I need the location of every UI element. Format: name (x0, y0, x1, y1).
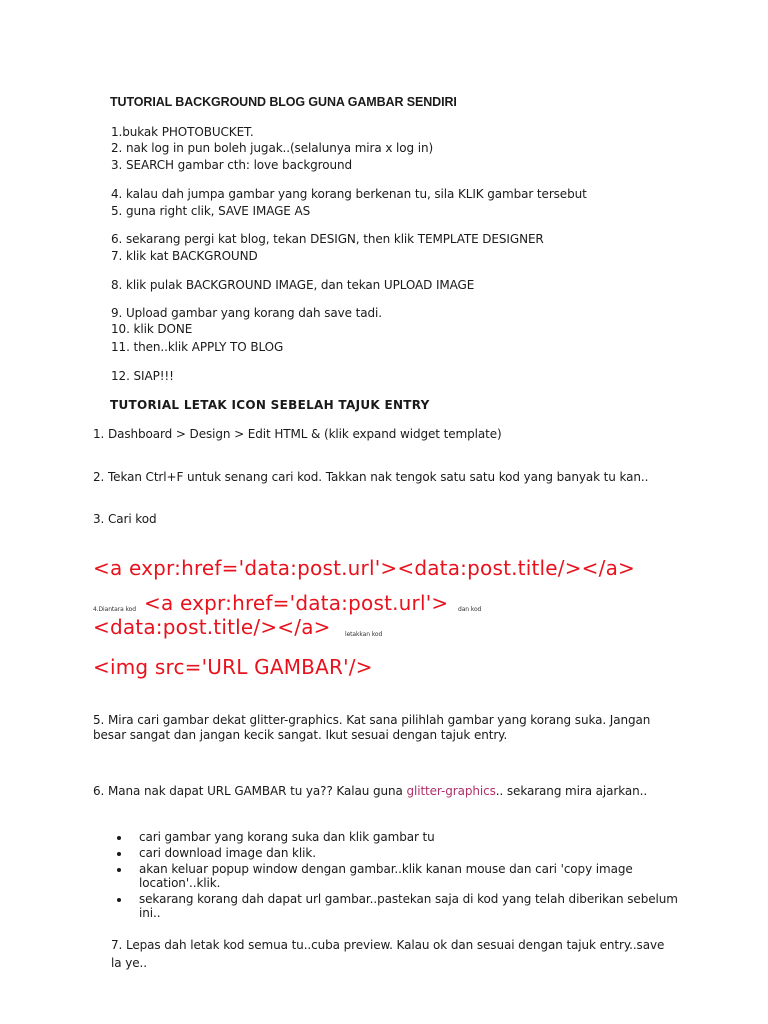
step4-mid: dan kod (458, 606, 482, 613)
section2-step3: 3. Cari kod (93, 512, 157, 526)
section2-title: TUTORIAL LETAK ICON SEBELAH TAJUK ENTRY (110, 398, 430, 412)
section1-step: 10. klik DONE (111, 322, 193, 336)
section1-step: 2. nak log in pun boleh jugak..(selalunya mira x log in) (111, 141, 434, 155)
code-snippet-anchor: <a expr:href='data:post.url'><data:post.title/></a> (93, 556, 635, 580)
section1-step: 8. klik pulak BACKGROUND IMAGE, dan tekan UPLOAD IMAGE (111, 278, 475, 292)
section1-step: 7. klik kat BACKGROUND (111, 249, 258, 263)
bullet-item: cari gambar yang korang suka dan klik gambar tu (139, 830, 435, 844)
code-snippet-open: <a expr:href='data:post.url'> (144, 591, 449, 615)
section1-step: 11. then..klik APPLY TO BLOG (111, 340, 284, 354)
bullet-item-continued: ini.. (139, 906, 161, 920)
section1-step: 5. guna right clik, SAVE IMAGE AS (111, 204, 311, 218)
section1-step: 12. SIAP!!! (111, 369, 174, 383)
bullet-icon (117, 852, 121, 856)
glitter-graphics-link[interactable]: glitter-graphics (406, 784, 496, 798)
bullet-item: akan keluar popup window dengan gambar..klik kanan mouse dan cari 'copy image (139, 862, 633, 876)
step6-text-before: 6. Mana nak dapat URL GAMBAR tu ya?? Kalau guna (93, 784, 407, 798)
section2-step5-line2: besar sangat dan jangan kecik sangat. Ikut sesuai dengan tajuk entry. (93, 728, 508, 742)
code-snippet-img: <img src='URL GAMBAR'/> (93, 655, 373, 679)
bullet-icon (117, 836, 121, 840)
section2-step1: 1. Dashboard > Design > Edit HTML & (klik expand widget template) (93, 427, 502, 441)
section1-step: 9. Upload gambar yang korang dah save tadi. (111, 306, 383, 320)
step4-suffix: letakkan kod (345, 631, 383, 638)
section2-step5-line1: 5. Mira cari gambar dekat glitter-graphics. Kat sana pilihlah gambar yang korang suka. Jangan (93, 713, 651, 727)
bullet-item: sekarang korang dah dapat url gambar..pastekan saja di kod yang telah diberikan sebelum (139, 892, 678, 906)
section1-step: 6. sekarang pergi kat blog, tekan DESIGN, then klik TEMPLATE DESIGNER (111, 232, 544, 246)
section1-step: 1.bukak PHOTOBUCKET. (111, 125, 254, 139)
section1-title: TUTORIAL BACKGROUND BLOG GUNA GAMBAR SENDIRI (110, 95, 457, 109)
bullet-icon (117, 868, 121, 872)
section2-step7-line1: 7. Lepas dah letak kod semua tu..cuba preview. Kalau ok dan sesuai dengan tajuk entry..save (111, 938, 665, 952)
section2-step2: 2. Tekan Ctrl+F untuk senang cari kod. Takkan nak tengok satu satu kod yang banyak tu kan.. (93, 470, 649, 484)
code-snippet-close: <data:post.title/></a> (93, 615, 331, 639)
section2-step6 (93, 783, 647, 800)
bullet-item: cari download image dan klik. (139, 846, 316, 860)
section1-step: 4. kalau dah jumpa gambar yang korang berkenan tu, sila KLIK gambar tersebut (111, 187, 587, 201)
section2-step7-line2: la ye.. (111, 956, 147, 970)
bullet-icon (117, 898, 121, 902)
section1-step: 3. SEARCH gambar cth: love background (111, 158, 353, 172)
step4-prefix: 4.Diantara kod (93, 606, 136, 613)
bullet-item-continued: location'..klik. (139, 876, 221, 890)
step6-text-after: .. sekarang mira ajarkan.. (495, 784, 648, 798)
